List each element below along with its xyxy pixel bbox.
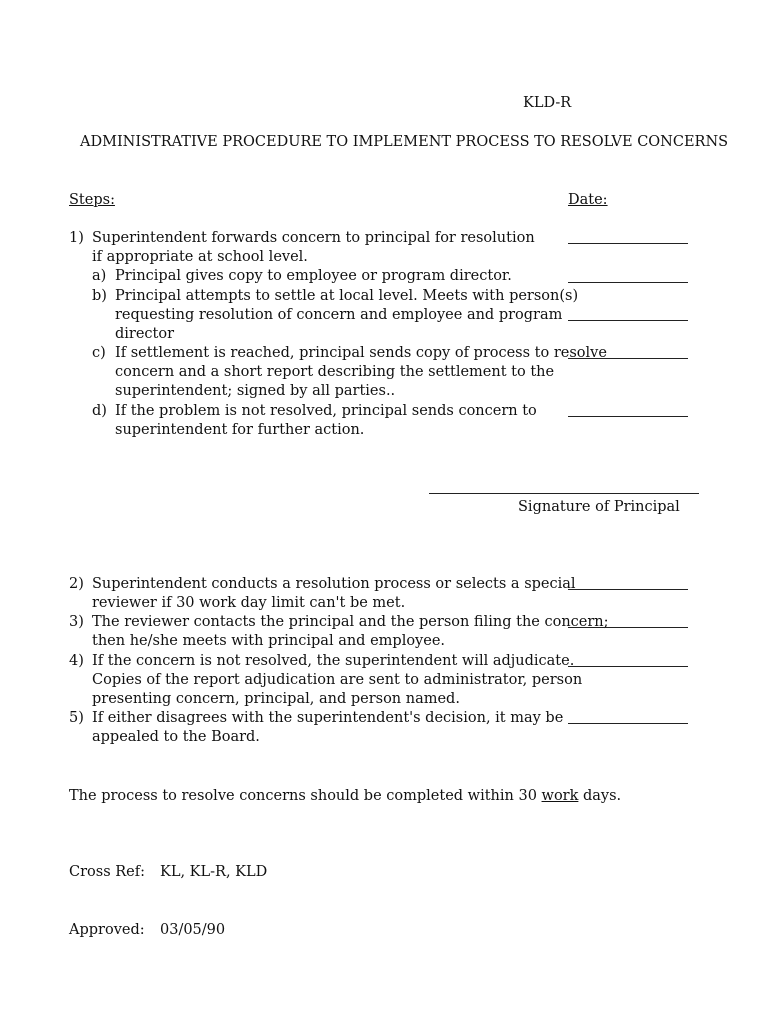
- date-line-step-1b: [568, 320, 688, 321]
- date-line-step-1a: [568, 282, 688, 283]
- completion-note: [69, 787, 621, 806]
- step-number: 1): [69, 230, 84, 246]
- substep-text-line: Principal gives copy to employee or program director.: [115, 268, 512, 284]
- date-line-step-1c: [568, 358, 688, 359]
- date-line-step-5: [568, 723, 688, 724]
- step-text-line: if appropriate at school level.: [92, 249, 308, 265]
- cross-ref-label: Cross Ref:: [69, 864, 145, 880]
- step-number: 3): [69, 614, 84, 630]
- steps-heading: Steps:: [69, 192, 115, 208]
- substep-letter: d): [92, 403, 107, 419]
- substep-text-line: superintendent; signed by all parties..: [115, 383, 396, 399]
- step-text-line: appealed to the Board.: [92, 729, 260, 745]
- date-heading: Date:: [568, 192, 608, 208]
- substep-letter: c): [92, 345, 106, 361]
- approved-label: Approved:: [69, 922, 145, 938]
- step-number: 5): [69, 710, 84, 726]
- substep-text-line: requesting resolution of concern and employee and program: [115, 307, 563, 323]
- step-text-line: then he/she meets with principal and employee.: [92, 633, 446, 649]
- step-text-line: If either disagrees with the superintendent's decision, it may be: [92, 710, 564, 726]
- step-text-line: Copies of the report adjudication are sent to administrator, person: [92, 672, 583, 688]
- substep-text-line: Principal attempts to settle at local level. Meets with person(s): [115, 288, 579, 304]
- substep-text-line: If settlement is reached, principal sends copy of process to resolve: [115, 345, 607, 361]
- substep-letter: a): [92, 268, 107, 284]
- substep-text-line: director: [115, 326, 175, 342]
- completion-note-text: The process to resolve concerns should be completed within 30: [69, 788, 542, 804]
- approved-date: 03/05/90: [160, 922, 226, 938]
- completion-note-end: days.: [578, 788, 622, 804]
- date-line-step-1d: [568, 416, 688, 417]
- date-line-step-2: [568, 589, 688, 590]
- step-text-line: presenting concern, principal, and person named.: [92, 691, 460, 707]
- step-text-line: If the concern is not resolved, the superintendent will adjudicate.: [92, 653, 575, 669]
- substep-text-line: If the problem is not resolved, principal sends concern to: [115, 403, 537, 419]
- substep-text-line: concern and a short report describing the settlement to the: [115, 364, 555, 380]
- document-code: KLD-R: [523, 95, 572, 111]
- step-text-line: The reviewer contacts the principal and the person filing the concern;: [92, 614, 609, 630]
- date-line-step-1: [568, 243, 688, 244]
- completion-note-emphasis: work: [541, 788, 579, 804]
- step-text-line: Superintendent forwards concern to principal for resolution: [92, 230, 535, 246]
- substep-text-line: superintendent for further action.: [115, 422, 365, 438]
- step-text-line: Superintendent conducts a resolution process or selects a special: [92, 576, 576, 592]
- cross-ref-value: KL, KL-R, KLD: [160, 864, 268, 880]
- signature-label: Signature of Principal: [518, 499, 680, 515]
- date-line-step-4: [568, 666, 688, 667]
- signature-line[interactable]: [429, 493, 699, 494]
- document-title: ADMINISTRATIVE PROCEDURE TO IMPLEMENT PROCESS TO RESOLVE CONCERNS: [80, 134, 729, 150]
- date-line-step-3: [568, 627, 688, 628]
- step-text-line: reviewer if 30 work day limit can't be met.: [92, 595, 406, 611]
- step-number: 2): [69, 576, 84, 592]
- step-number: 4): [69, 653, 84, 669]
- substep-letter: b): [92, 288, 107, 304]
